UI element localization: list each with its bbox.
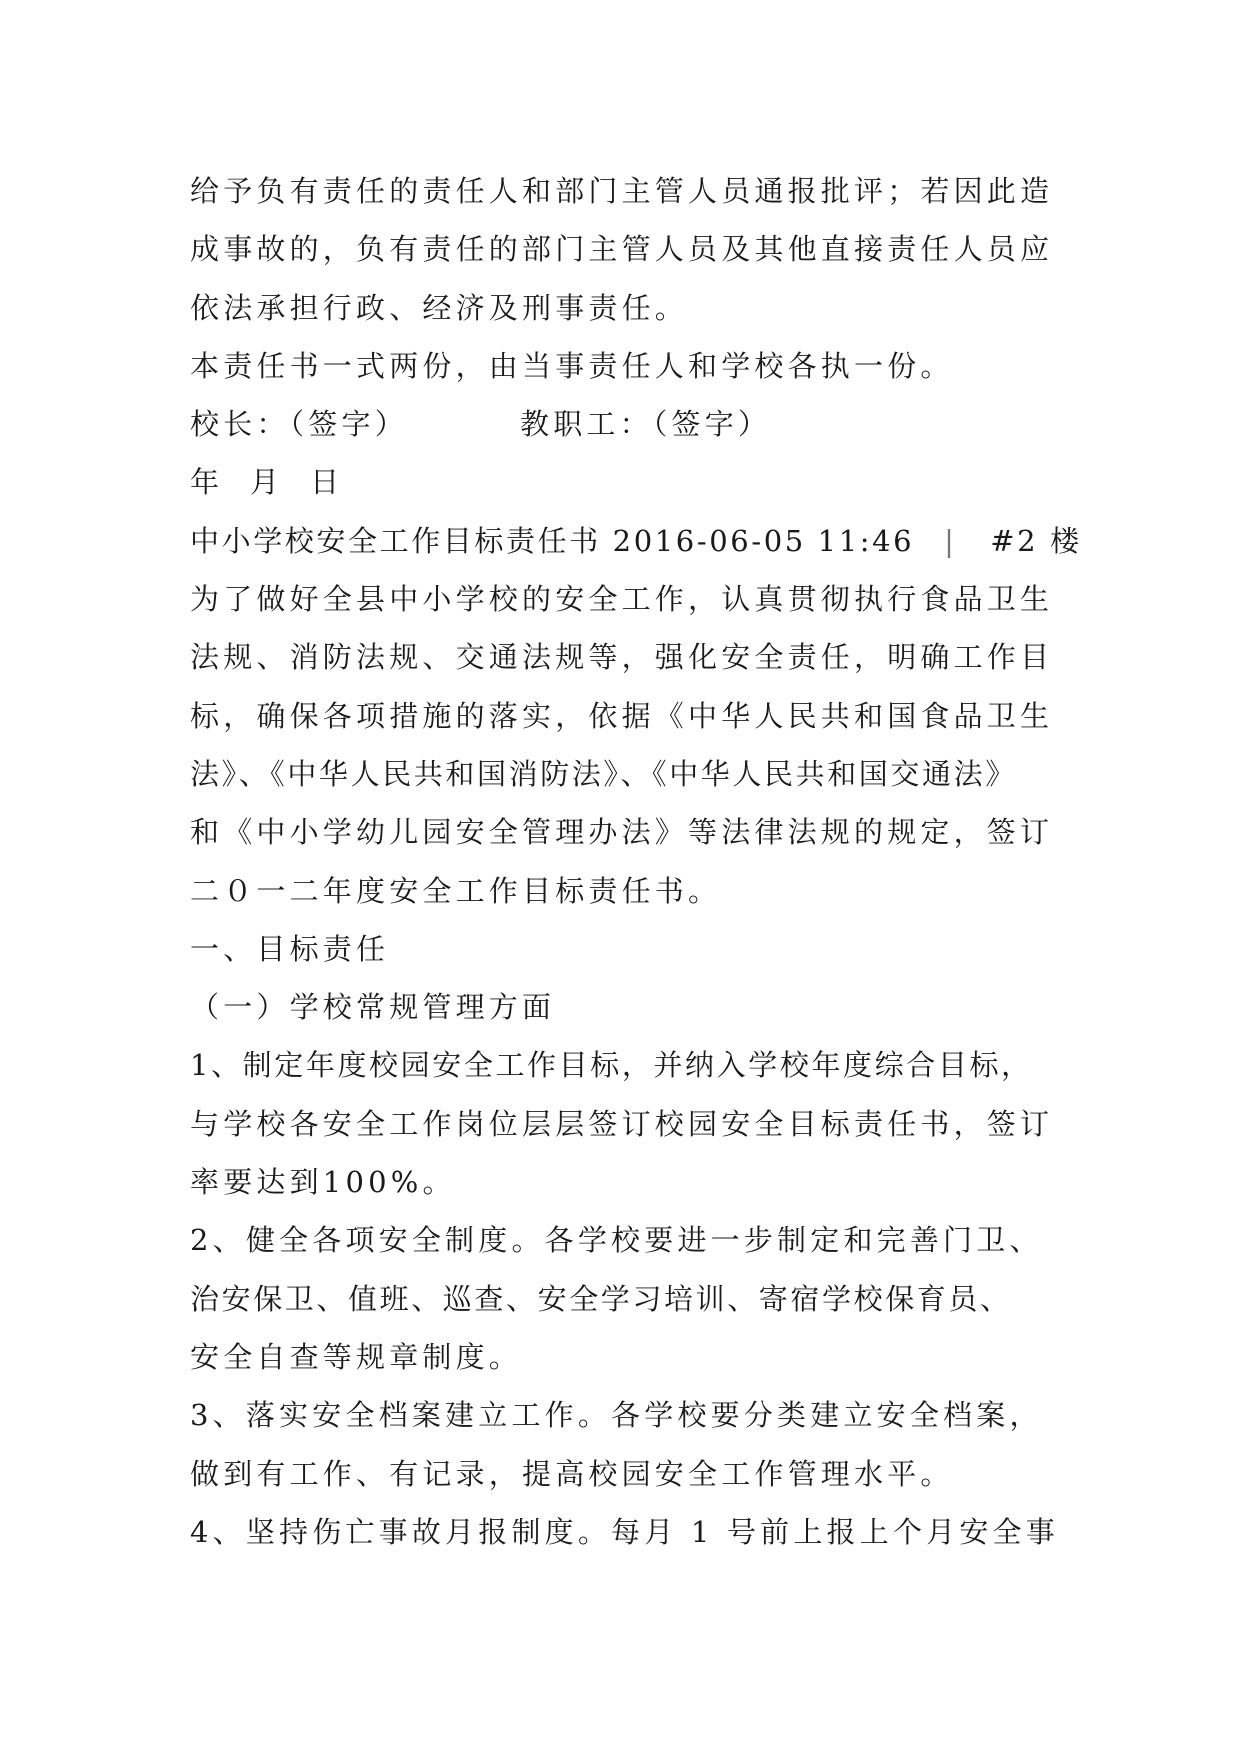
text-line: 标，确保各项措施的落实，依据《中华人民共和国食品卫生 bbox=[190, 698, 1054, 733]
text-line: 法》、《中华人民共和国消防法》、《中华人民共和国交通法》 bbox=[190, 756, 1017, 791]
text-line: 1、制定年度校园安全工作目标，并纳入学校年度综合目标， bbox=[190, 1048, 1033, 1083]
text-line: 和《中小学幼儿园安全管理办法》等法律法规的规定，签订 bbox=[190, 815, 1054, 850]
text-line: 2、健全各项安全制度。各学校要进一步制定和完善门卫、 bbox=[190, 1223, 1043, 1258]
text-line: 做到有工作、有记录，提高校园安全工作管理水平。 bbox=[190, 1456, 954, 1491]
text-line: 3、落实安全档案建立工作。各学校要分类建立安全档案， bbox=[190, 1398, 1043, 1433]
document-body bbox=[190, 162, 1082, 1561]
text-line: 安全自查等规章制度。 bbox=[190, 1339, 523, 1374]
post-timestamp: 2016-06-05 11:46 bbox=[612, 523, 915, 558]
post-separator: | bbox=[944, 523, 957, 558]
staff-signature: 教职工：（签字） bbox=[520, 407, 772, 442]
text-line: 成事故的，负有责任的部门主管人员及其他直接责任人员应 bbox=[190, 232, 1054, 267]
text-line: 4、坚持伤亡事故月报制度。每月 1 号前上报上个月安全事 bbox=[190, 1514, 1059, 1549]
text-line: 给予负有责任的责任人和部门主管人员通报批评；若因此造 bbox=[190, 174, 1054, 208]
text-line: 依法承担行政、经济及刑事责任。 bbox=[190, 290, 689, 325]
text-line: 为了做好全县中小学校的安全工作，认真贯彻执行食品卫生 bbox=[190, 582, 1054, 617]
text-line: 二０一二年度安全工作目标责任书。 bbox=[190, 873, 722, 908]
post-floor: #2 楼 bbox=[990, 523, 1082, 558]
subsection-heading: （一）学校常规管理方面 bbox=[190, 990, 556, 1025]
text-line: 法规、消防法规、交通法规等，强化安全责任，明确工作目 bbox=[190, 640, 1054, 675]
text-line: 与学校各安全工作岗位层层签订校园安全目标责任书，签订 bbox=[190, 1106, 1054, 1141]
post-title: 中小学校安全工作目标责任书 bbox=[190, 523, 601, 558]
post-header bbox=[190, 512, 1082, 570]
date-line: 年 月 日 bbox=[190, 465, 344, 500]
text-line: 治安保卫、值班、巡查、安全学习培训、寄宿学校保育员、 bbox=[190, 1281, 1012, 1316]
section-heading: 一、目标责任 bbox=[190, 931, 390, 966]
principal-signature: 校长：（签字） bbox=[190, 407, 408, 442]
signature-line bbox=[190, 395, 1070, 453]
text-line: 率要达到100%。 bbox=[190, 1165, 456, 1200]
text-line: 本责任书一式两份，由当事责任人和学校各执一份。 bbox=[190, 348, 954, 383]
